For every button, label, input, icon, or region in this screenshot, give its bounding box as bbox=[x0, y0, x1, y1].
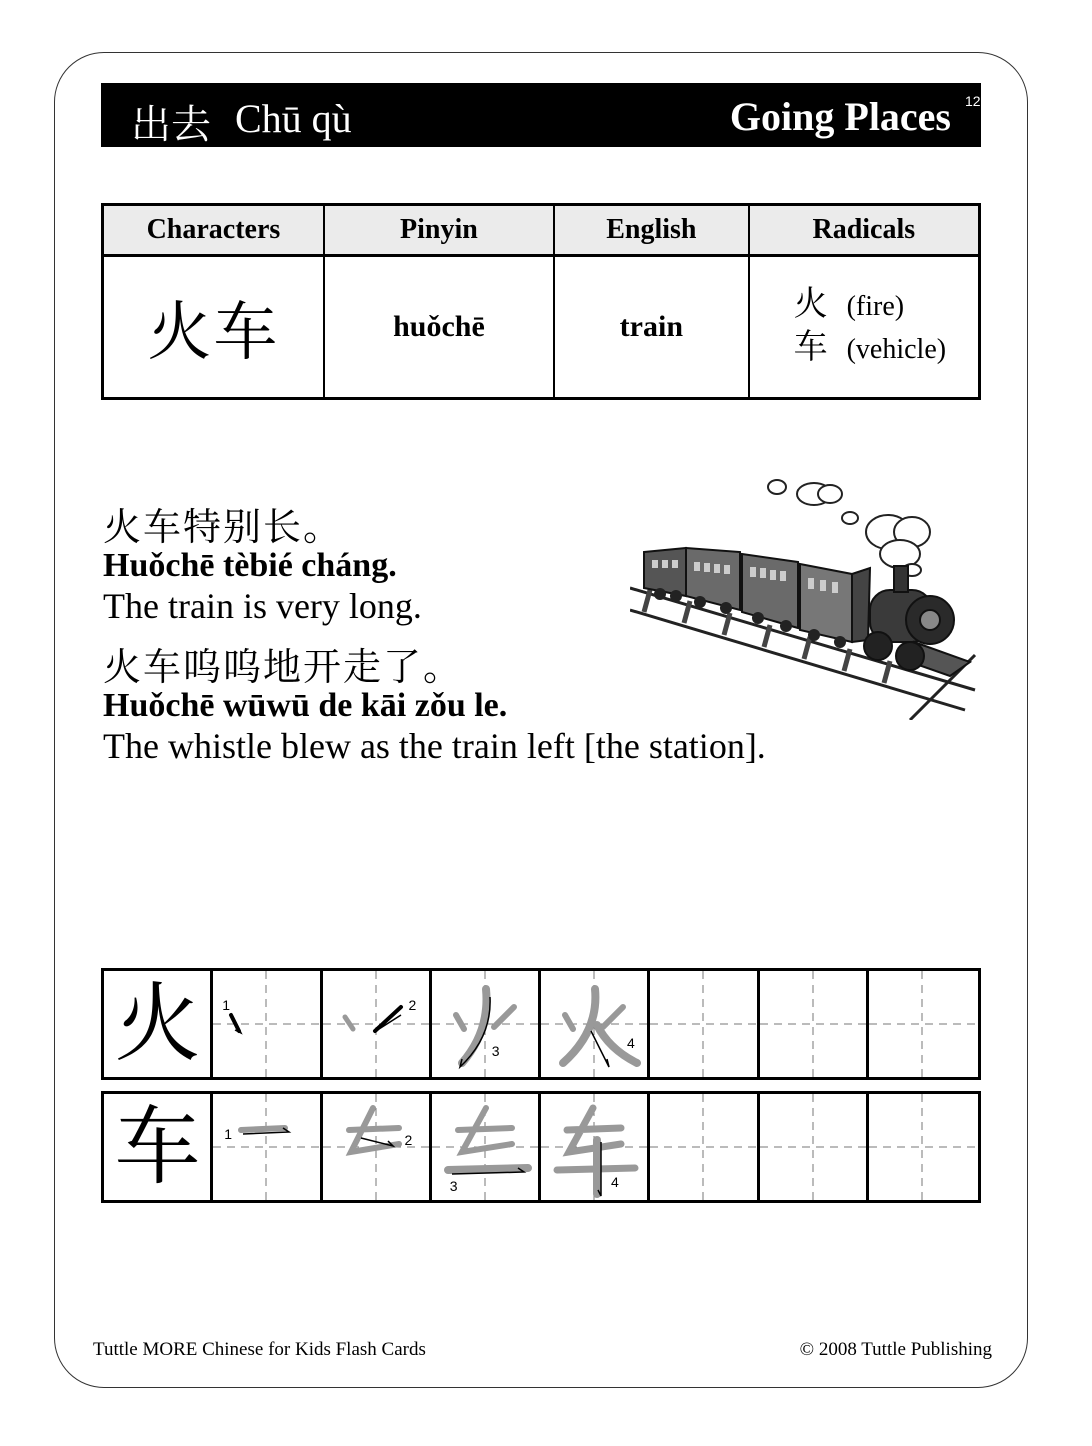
stroke-cell-step-4 bbox=[541, 1094, 650, 1200]
practice-cell bbox=[760, 971, 869, 1077]
sentence-pinyin: Huǒchē wūwū de kāi zǒu le. bbox=[103, 687, 508, 724]
stroke-cell-step-3 bbox=[432, 1094, 541, 1200]
stroke-number: 2 bbox=[404, 1132, 413, 1148]
footer-series-title: Tuttle MORE Chinese for Kids Flash Cards bbox=[93, 1339, 426, 1360]
card-header bbox=[101, 83, 989, 148]
col-header-characters: Characters bbox=[103, 205, 324, 256]
stroke-cell-step-1 bbox=[213, 1094, 322, 1200]
stroke-number: 1 bbox=[222, 997, 231, 1013]
stroke-cell-step-2 bbox=[323, 1094, 432, 1200]
stroke-number: 1 bbox=[224, 1126, 233, 1142]
stroke-cell-model bbox=[104, 1094, 213, 1200]
guide-lines bbox=[869, 971, 976, 1077]
stroke-4-icon bbox=[541, 1094, 648, 1200]
col-header-english: English bbox=[554, 205, 749, 256]
stroke-cell-step-4 bbox=[541, 971, 650, 1077]
guide-lines bbox=[869, 1094, 976, 1200]
category-title: Going Places bbox=[729, 94, 951, 139]
guide-lines bbox=[650, 971, 757, 1077]
footer-copyright: © 2008 Tuttle Publishing bbox=[799, 1339, 992, 1360]
stroke-number: 3 bbox=[491, 1043, 500, 1059]
stroke-3-icon bbox=[432, 1094, 539, 1200]
cell-pinyin bbox=[324, 256, 554, 399]
radical-char: 车 bbox=[793, 327, 828, 367]
col-header-pinyin: Pinyin bbox=[324, 205, 554, 256]
sentence-english: The whistle blew as the train left [the station]. bbox=[103, 726, 766, 766]
steam-train-icon bbox=[630, 470, 976, 720]
stroke-order-row-che bbox=[101, 1091, 981, 1203]
stroke-cell-step-3 bbox=[432, 971, 541, 1077]
stroke-number: 4 bbox=[627, 1035, 635, 1051]
guide-lines bbox=[760, 1094, 867, 1200]
sentence-pinyin: Huǒchē tèbié cháng. bbox=[103, 547, 397, 584]
stroke-cell-step-1 bbox=[213, 971, 322, 1077]
vocab-pinyin: huǒchē bbox=[393, 310, 485, 343]
practice-cell bbox=[650, 971, 759, 1077]
sentence-chinese: 火车特别长。 bbox=[103, 505, 344, 549]
col-header-radicals: Radicals bbox=[749, 205, 980, 256]
radical-meaning: (vehicle) bbox=[846, 334, 947, 365]
practice-cell bbox=[650, 1094, 759, 1200]
model-character: 车 bbox=[114, 1097, 201, 1197]
vocab-characters: 火车 bbox=[147, 296, 280, 370]
stroke-cell-model bbox=[104, 971, 213, 1077]
cell-characters bbox=[103, 256, 324, 399]
stroke-number: 4 bbox=[611, 1174, 619, 1190]
header-chinese: 出去 bbox=[131, 102, 211, 148]
stroke-3-icon bbox=[432, 971, 539, 1077]
header-category bbox=[729, 93, 989, 140]
radical-item bbox=[782, 284, 947, 327]
practice-cell bbox=[869, 971, 978, 1077]
practice-cell bbox=[760, 1094, 869, 1200]
stroke-number: 2 bbox=[408, 997, 417, 1013]
stroke-1-icon bbox=[213, 1094, 320, 1200]
stroke-2-icon bbox=[323, 971, 430, 1077]
sentence-chinese: 火车呜呜地开走了。 bbox=[103, 645, 464, 689]
radicals-list bbox=[782, 284, 947, 370]
radical-meaning: (fire) bbox=[846, 291, 905, 322]
card-number: 123 bbox=[965, 93, 989, 109]
stroke-number: 3 bbox=[449, 1178, 458, 1194]
guide-lines bbox=[760, 971, 867, 1077]
stroke-cell-step-2 bbox=[323, 971, 432, 1077]
radical-item bbox=[782, 327, 947, 370]
sentence-english: The train is very long. bbox=[103, 586, 422, 626]
header-pinyin: Chū qù bbox=[235, 96, 352, 141]
cell-radicals bbox=[749, 256, 980, 399]
stroke-grid bbox=[101, 968, 981, 1080]
stroke-4-icon bbox=[541, 971, 648, 1077]
stroke-2-icon bbox=[323, 1094, 430, 1200]
model-character: 火 bbox=[114, 974, 201, 1074]
stroke-grid bbox=[101, 1091, 981, 1203]
practice-cell bbox=[869, 1094, 978, 1200]
guide-lines bbox=[650, 1094, 757, 1200]
cell-english bbox=[554, 256, 749, 399]
stroke-1-icon bbox=[213, 971, 320, 1077]
radical-char: 火 bbox=[793, 284, 828, 324]
vocab-english: train bbox=[619, 310, 683, 343]
stroke-order-row-huo bbox=[101, 968, 981, 1080]
vocab-table bbox=[101, 203, 981, 400]
